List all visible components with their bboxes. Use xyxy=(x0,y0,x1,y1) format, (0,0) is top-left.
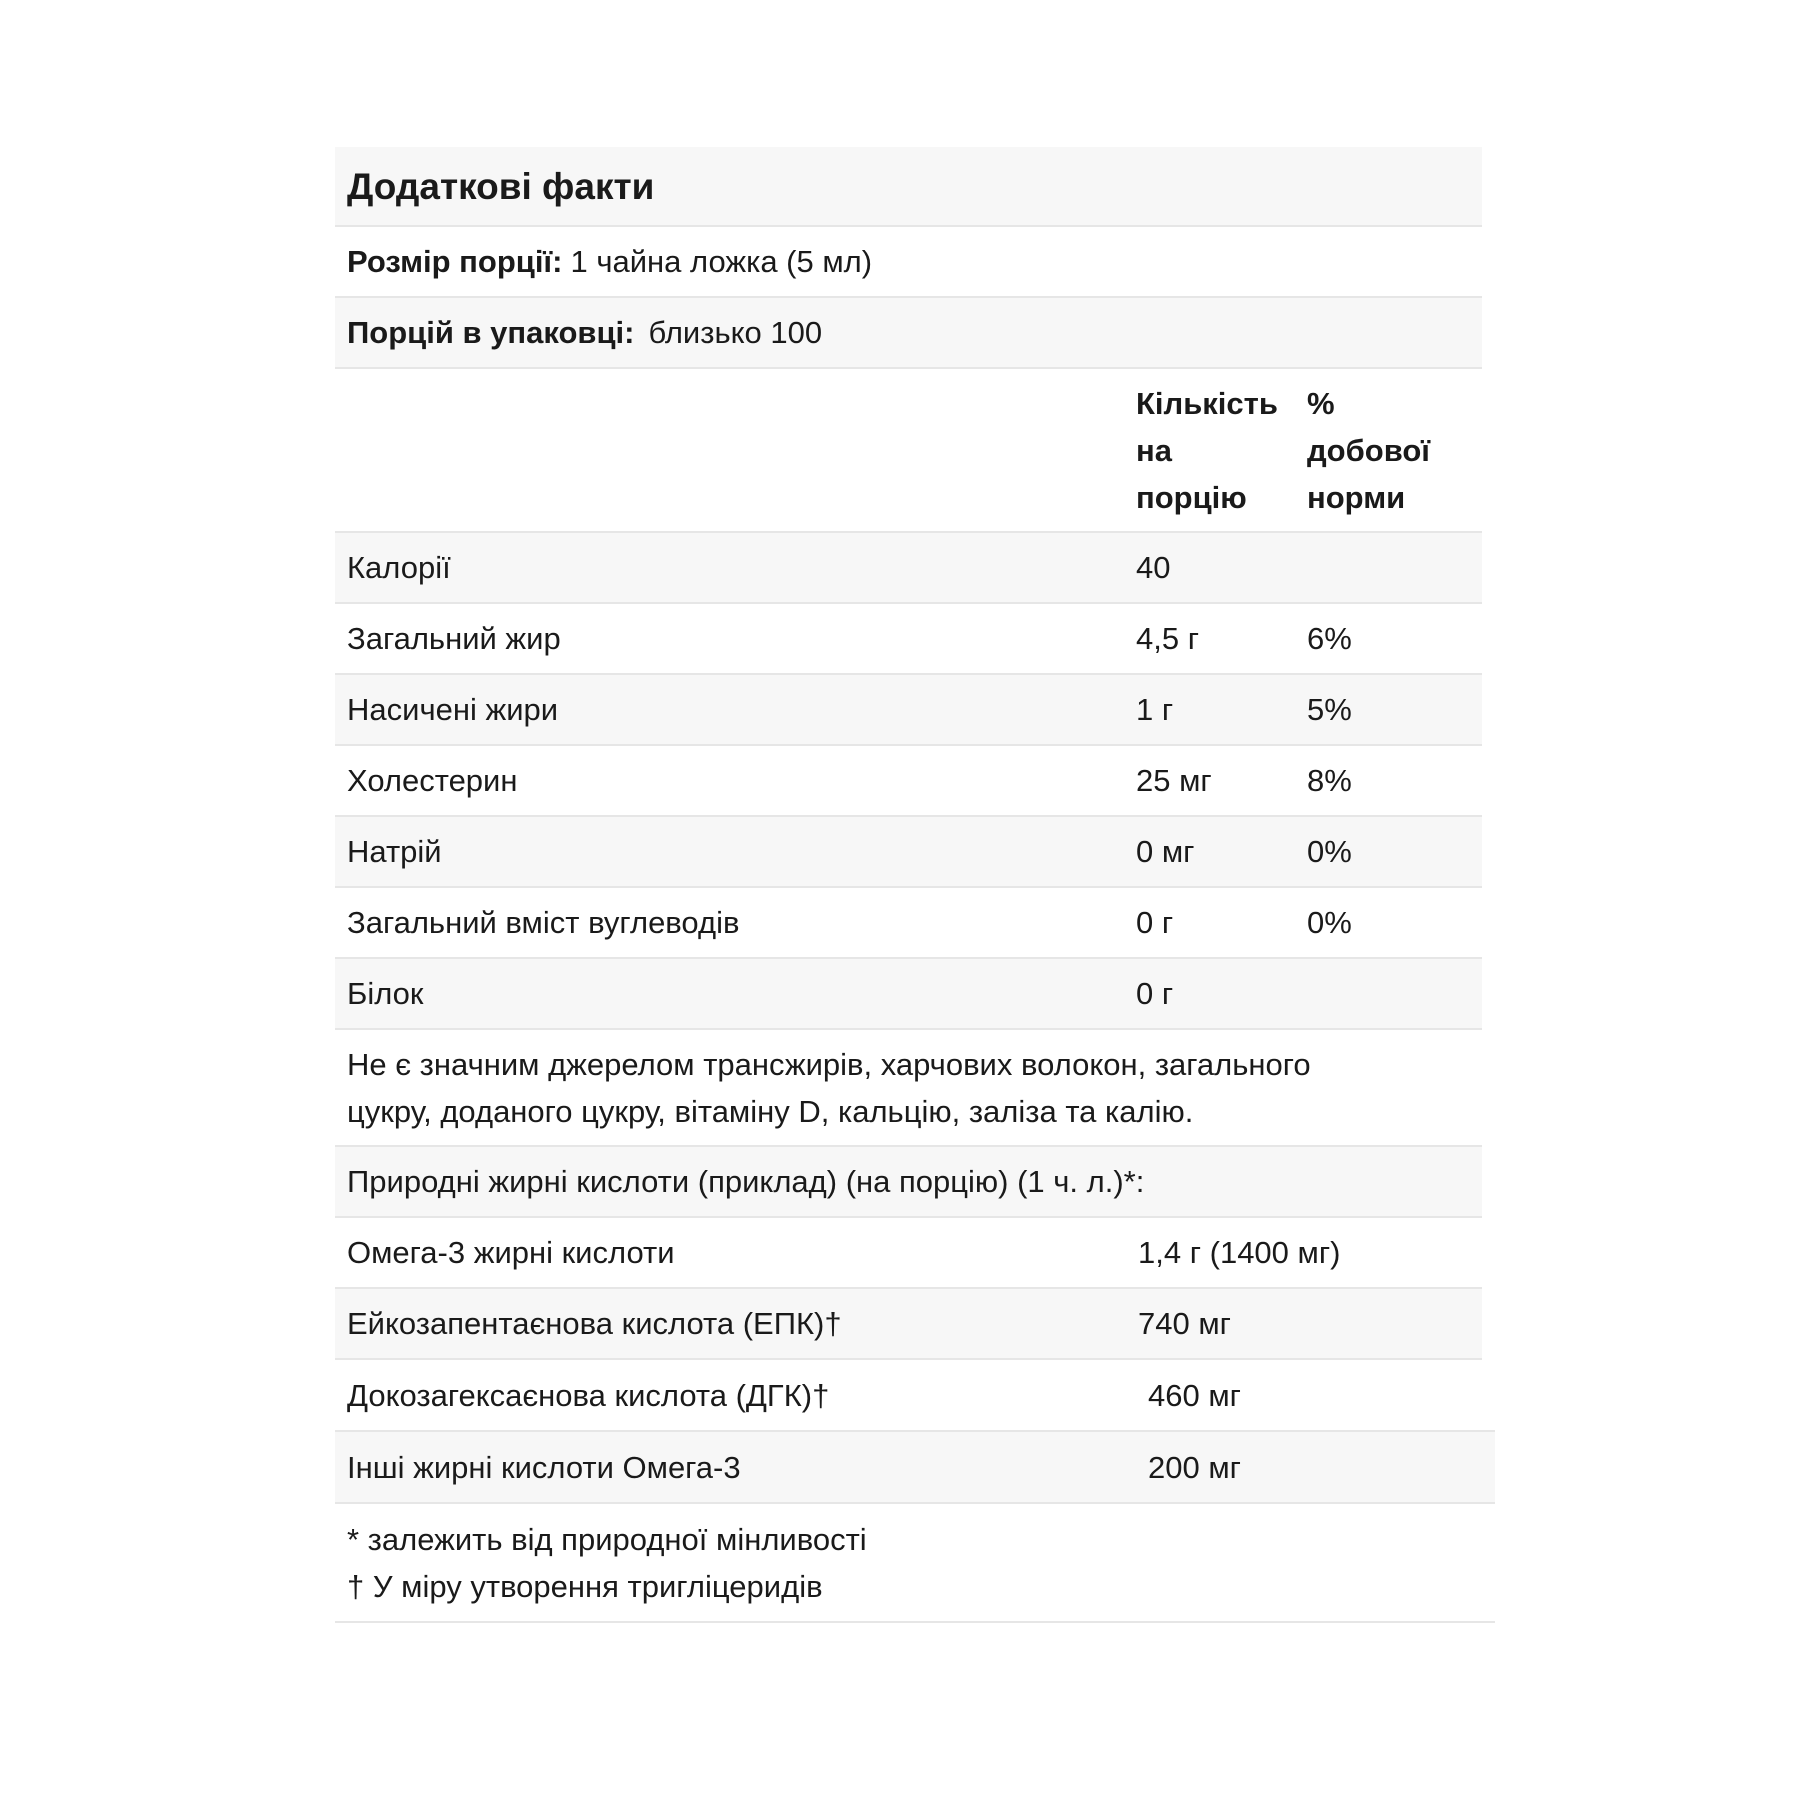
fatty-acid-amount: 200 мг xyxy=(1148,1449,1241,1485)
fatty-acid-row xyxy=(335,1218,1482,1289)
nutrient-name: Насичені жири xyxy=(347,692,559,727)
nutrient-name: Загальний жир xyxy=(347,621,561,656)
daily-value-header: % добової норми xyxy=(1307,385,1431,515)
nutrient-daily-value: 0% xyxy=(1307,834,1352,869)
nutrient-row xyxy=(335,817,1482,888)
nutrient-row xyxy=(335,533,1482,604)
facts-title: Додаткові факти xyxy=(335,147,1482,227)
column-header-row xyxy=(335,369,1482,533)
nutrient-daily-value: 0% xyxy=(1307,905,1352,940)
nutrient-row xyxy=(335,959,1482,1030)
fatty-acid-amount: 740 мг xyxy=(1138,1306,1231,1341)
fatty-acid-name: Ейкозапентаєнова кислота (ЕПК)† xyxy=(347,1306,842,1341)
nutrient-amount: 40 xyxy=(1136,550,1171,585)
nutrient-name: Загальний вміст вуглеводів xyxy=(347,905,740,940)
nutrient-row xyxy=(335,888,1482,959)
servings-per-container-value: близько 100 xyxy=(648,315,823,350)
fatty-acid-row xyxy=(335,1289,1482,1360)
nutrient-name: Калорії xyxy=(347,550,451,585)
nutrient-name: Холестерин xyxy=(347,763,518,798)
fatty-acid-name: Омега-3 жирні кислоти xyxy=(347,1235,675,1270)
fatty-acid-row xyxy=(335,1360,1495,1432)
fatty-acids-heading: Природні жирні кислоти (приклад) (на порцію) (1 ч. л.)*: xyxy=(347,1164,1145,1199)
nutrient-row xyxy=(335,746,1482,817)
nutrient-daily-value: 5% xyxy=(1307,692,1352,727)
nutrient-name: Натрій xyxy=(347,834,442,869)
fatty-acid-row xyxy=(335,1432,1495,1504)
servings-per-container-label: Порцій в упаковці: xyxy=(347,315,635,350)
nutrient-amount: 25 мг xyxy=(1136,763,1212,798)
nutrient-name: Білок xyxy=(347,976,424,1011)
serving-size-row xyxy=(335,227,1482,298)
not-significant-source-row xyxy=(335,1030,1482,1147)
fatty-acid-amount: 1,4 г (1400 мг) xyxy=(1138,1235,1341,1270)
nutrient-amount: 0 г xyxy=(1136,905,1174,940)
fatty-acids-heading-row xyxy=(335,1147,1482,1218)
serving-size-value: 1 чайна ложка (5 мл) xyxy=(570,244,873,279)
nutrient-row xyxy=(335,604,1482,675)
nutrient-daily-value: 6% xyxy=(1307,621,1352,656)
footnote-natural-variability: * залежить від природної мінливості xyxy=(347,1521,867,1557)
footnote-triglycerides: † У міру утворення тригліцеридів xyxy=(347,1568,823,1604)
nutrient-amount: 0 мг xyxy=(1136,834,1195,869)
nutrient-amount: 1 г xyxy=(1136,692,1174,727)
footnotes-row xyxy=(335,1504,1495,1623)
fatty-acid-name: Інші жирні кислоти Омега-3 xyxy=(347,1449,741,1485)
nutrient-amount: 0 г xyxy=(1136,976,1174,1011)
servings-per-container-row xyxy=(335,298,1482,369)
serving-size-label: Розмір порції: xyxy=(347,244,563,279)
fatty-acid-name: Докозагексаєнова кислота (ДГК)† xyxy=(347,1377,830,1413)
amount-per-serving-header: Кількість на порцію xyxy=(1136,385,1278,515)
nutrient-amount: 4,5 г xyxy=(1136,621,1200,656)
nutrient-daily-value: 8% xyxy=(1307,763,1352,798)
nutrient-row xyxy=(335,675,1482,746)
not-significant-note: Не є значним джерелом трансжирів, харчових волокон, загального цукру, доданого цукру, вітаміну D, кальцію, заліза та калію. xyxy=(347,1046,1311,1129)
fatty-acid-amount: 460 мг xyxy=(1148,1377,1241,1413)
supplement-facts-table xyxy=(335,147,1482,1623)
